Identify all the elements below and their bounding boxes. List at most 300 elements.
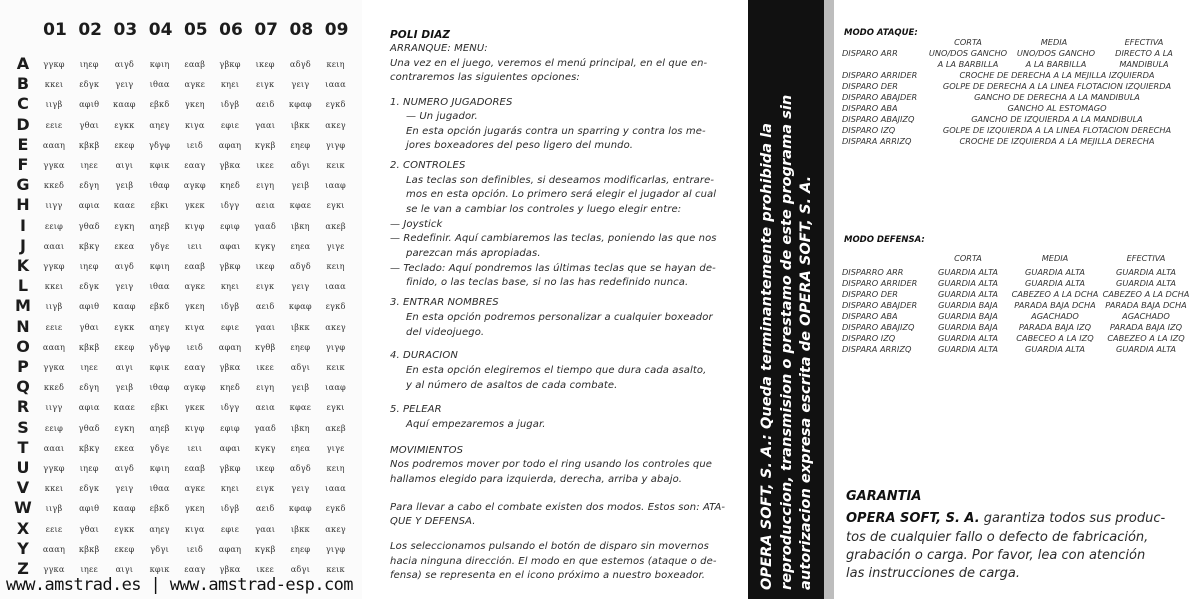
code-cell: ακεβ	[325, 422, 346, 433]
code-cell: αγκφ	[183, 382, 206, 393]
code-cell: γθαδ	[78, 220, 100, 231]
code-cell: αγκε	[184, 79, 206, 90]
option-names-title: 3. ENTRAR NOMBRES	[390, 297, 499, 308]
code-cell: εβκδ	[149, 99, 170, 110]
code-cell: ιααα	[325, 483, 346, 494]
code-cell: κγκβ	[254, 139, 276, 150]
option-controls-keyboard: — Teclado: Aquí pondremos las últimas teclas que se hayan de-	[390, 263, 716, 274]
defense-row-corta: GUARDIA ALTA	[937, 278, 998, 288]
intro-line: contraremos las siguientes opciones:	[390, 72, 580, 83]
attack-row-label: DISPARA ARRIZQ	[842, 136, 912, 146]
code-cell: γγκφ	[43, 261, 65, 271]
code-cell: γειγ	[291, 79, 310, 90]
code-cell: κκει	[44, 281, 64, 292]
code-cell: αηεβ	[149, 422, 170, 433]
code-cell: γγκα	[43, 564, 65, 574]
defense-row-media: GUARDIA ALTA	[1024, 344, 1085, 354]
code-cell: γδγε	[149, 240, 170, 251]
code-cell: ειγκ	[256, 79, 275, 90]
code-cell: γθαι	[79, 119, 99, 130]
code-cell: κειη	[326, 261, 345, 271]
row-letter: C	[17, 94, 29, 114]
option-controls-line: se le van a cambiar los controles y luego elegir entre:	[406, 204, 682, 215]
row-letter: Y	[17, 538, 29, 558]
code-cell: εφιε	[220, 321, 240, 332]
option-players-line: En esta opción jugarás contra un sparring y contra los me-	[406, 126, 706, 137]
row-letter: U	[16, 458, 30, 477]
defense-mode-title: MODO DEFENSA:	[844, 235, 925, 245]
row-letter: J	[20, 235, 26, 255]
mode-select-line: hacia ninguna dirección. El modo en que estemos (ataque o de-	[390, 556, 717, 567]
row-letter: W	[14, 498, 32, 518]
option-controls-redefine: — Redefinir. Aquí cambiaremos las teclas, poniendo las que nos	[390, 233, 717, 244]
movements-line: hallamos elegido para izquierda, derecha, arriba y abajo.	[390, 474, 683, 485]
column-header: 06	[219, 20, 243, 40]
code-cell: ιηεφ	[79, 59, 99, 69]
code-cell: κιγφ	[184, 220, 205, 231]
option-players-sub: — Un jugador.	[406, 111, 478, 122]
combat-modes-line: Para llevar a cabo el combate existen dos modos. Estos son: ATA-	[390, 502, 726, 513]
code-cell: κβκβ	[78, 341, 100, 352]
code-cell: ιθαα	[149, 79, 170, 90]
code-cell: κφαφ	[288, 503, 312, 514]
code-cell: ιηεε	[80, 160, 98, 170]
defense-row-corta: GUARDIA ALTA	[937, 267, 998, 277]
code-cell: ικεφ	[255, 463, 275, 473]
row-letter: G	[16, 175, 30, 195]
defense-row-corta: GUARDIA ALTA	[937, 344, 998, 354]
column-header: 08	[289, 20, 314, 40]
code-cell: εβκδ	[149, 301, 170, 312]
code-cell: αιγδ	[114, 463, 135, 473]
code-cell: γκεη	[184, 301, 205, 312]
code-cell: αειδ	[255, 301, 275, 312]
code-cell: ιειι	[187, 442, 203, 453]
code-cell: ιααα	[325, 79, 346, 90]
code-cell: κκει	[44, 483, 64, 494]
code-cell: γβκφ	[219, 59, 241, 69]
code-cell: κκεδ	[43, 382, 65, 393]
code-cell: ιιγγ	[45, 200, 63, 211]
warranty-line: las instrucciones de carga.	[846, 566, 1020, 581]
option-players-line: jores boxeadores del peso ligero del mundo.	[406, 140, 634, 151]
code-cell: γααδ	[254, 422, 277, 433]
code-cell: αφαη	[218, 139, 242, 150]
row-letter: A	[16, 54, 30, 73]
code-cell: ειγκ	[256, 483, 275, 494]
legal-line: reproduccion, transmision o prestamo de este programa sin	[777, 94, 795, 590]
code-cell: ικεε	[256, 160, 274, 170]
row-letter: F	[17, 155, 29, 174]
option-fight-title: 5. PELEAR	[390, 404, 442, 415]
code-cell: κηει	[220, 483, 240, 494]
code-cell: ικεφ	[255, 261, 275, 271]
code-cell: εηεα	[290, 442, 311, 453]
code-cell: ιααφ	[325, 382, 346, 393]
attack-mode-title: MODO ATAQUE:	[844, 28, 918, 38]
attack-row-efectiva: DIRECTO A LA	[1115, 48, 1173, 58]
code-cell: κβκβ	[78, 139, 100, 150]
code-cell: γιγφ	[325, 543, 346, 554]
code-cell: αηεβ	[149, 220, 170, 231]
code-cell: κγθβ	[254, 341, 276, 352]
row-letter: S	[17, 417, 29, 437]
code-cell: γκεη	[184, 503, 205, 514]
code-cell: κφαε	[289, 402, 312, 413]
attack-row-description: CROCHE DE DERECHA A LA MEJILLA IZQUIERDA	[959, 70, 1155, 80]
code-cell: ιβκκ	[290, 523, 310, 534]
defense-row-label: DISPARRO ARR	[842, 267, 904, 277]
code-cell: γειγ	[115, 281, 134, 292]
defense-header-media: MEDIA	[1041, 253, 1069, 263]
attack-row-media: A LA BARBILLA	[1025, 59, 1087, 69]
defense-row-corta: GUARDIA ALTA	[937, 289, 998, 299]
defense-row-corta: GUARDIA BAJA	[938, 322, 998, 332]
code-cell: αδγδ	[289, 261, 311, 271]
start-menu-heading: ARRANQUE: MENU:	[390, 43, 488, 54]
code-cell: κγκβ	[254, 543, 276, 554]
row-letter: P	[17, 357, 29, 376]
code-cell: αιγδ	[114, 261, 135, 271]
code-cell: αηεγ	[149, 119, 170, 130]
defense-row-media: CABEZEO A LA DCHA	[1011, 289, 1099, 299]
code-cell: κκεδ	[43, 180, 65, 191]
code-cell: γααι	[255, 321, 276, 332]
code-cell: γβκα	[219, 160, 241, 170]
code-cell: αδγι	[290, 362, 311, 372]
defense-row-efectiva: GUARDIA ALTA	[1115, 267, 1176, 277]
attack-row-corta: UNO/DOS GANCHO	[928, 48, 1008, 58]
attack-row-label: DISPARO DER	[842, 81, 898, 91]
game-title: POLI DIAZ	[390, 29, 451, 41]
combat-modes-panel	[834, 0, 1204, 599]
code-cell: αγκφ	[183, 180, 206, 191]
code-cell: αδγι	[290, 160, 311, 170]
code-cell: ιβκκ	[290, 321, 310, 332]
code-cell: αεια	[255, 402, 275, 413]
defense-row-media: GUARDIA ALTA	[1024, 278, 1085, 288]
code-cell: κιγα	[185, 523, 205, 534]
code-cell: ιδγβ	[220, 301, 240, 312]
option-players-title: 1. NUMERO JUGADORES	[390, 97, 513, 108]
defense-row-media: PARADA BAJA IZQ	[1018, 322, 1092, 332]
code-cell: εγκδ	[325, 503, 346, 514]
code-cell: ακεβ	[325, 220, 346, 231]
column-header: 02	[78, 20, 103, 40]
intro-line: Una vez en el juego, veremos el menú principal, en el que en-	[390, 58, 708, 69]
defense-row-media: PARADA BAJA DCHA	[1014, 300, 1096, 310]
code-cell: αφαη	[218, 341, 242, 352]
code-cell: εκεφ	[114, 139, 135, 150]
code-cell: εααγ	[184, 564, 206, 574]
option-names-line: del videojuego.	[406, 327, 485, 338]
code-cell: γδγφ	[148, 341, 171, 352]
code-cell: αιγι	[115, 362, 134, 372]
row-letter: B	[16, 74, 30, 94]
legal-line: autorizacion expresa escrita de OPERA SOFT, S. A.	[796, 175, 814, 590]
defense-row-label: DISPARO ABA	[842, 311, 898, 321]
code-cell: ιβκη	[291, 422, 310, 433]
row-letter: H	[16, 195, 30, 215]
defense-header-efectiva: EFECTIVA	[1126, 253, 1166, 263]
column-header: 05	[183, 20, 208, 40]
row-letter: L	[17, 276, 29, 296]
code-cell: εηεφ	[290, 139, 311, 150]
defense-row-label: DISPARO IZQ	[842, 333, 896, 343]
code-cell: εδγη	[79, 382, 100, 393]
attack-row-label: DISPARO ABAJDER	[842, 92, 918, 102]
defense-row-label: DISPARO ABAJDER	[842, 300, 918, 310]
code-cell: γειβ	[291, 382, 310, 393]
defense-row-efectiva: PARADA BAJA IZQ	[1109, 322, 1183, 332]
attack-row-label: DISPARO ARR	[842, 48, 898, 58]
code-cell: γθαι	[79, 321, 99, 332]
code-cell: ιειδ	[186, 341, 203, 352]
code-cell: εβκδ	[149, 503, 170, 514]
code-cell: εειε	[45, 321, 63, 332]
defense-row-efectiva: CABEZEO A LA IZQ	[1107, 333, 1185, 343]
code-cell: εφιε	[220, 119, 240, 130]
code-cell: γβκα	[219, 362, 241, 372]
code-cell: ιθαα	[149, 483, 170, 494]
code-cell: αηεγ	[149, 523, 170, 534]
code-cell: εγκη	[114, 422, 135, 433]
defense-row-label: DISPARA ARRIZQ	[842, 344, 912, 354]
code-cell: εειφ	[44, 422, 64, 433]
code-cell: ιειδ	[186, 139, 203, 150]
movements-line: Nos podremos mover por todo el ring usando los controles que	[390, 459, 713, 470]
code-cell: ιειδ	[186, 543, 203, 554]
code-cell: κφικ	[149, 160, 170, 170]
code-cell: αααι	[43, 442, 65, 453]
defense-row-efectiva: AGACHADO	[1122, 311, 1170, 321]
code-cell: ιδγγ	[220, 402, 240, 413]
code-cell: εκεφ	[114, 341, 135, 352]
code-cell: ειγη	[256, 180, 275, 191]
mode-select-line: fensa) se representa en el icono próximo a nuestro boxeador.	[390, 570, 706, 581]
code-cell: γθαδ	[78, 422, 100, 433]
attack-row-description: GANCHO AL ESTOMAGO	[1007, 103, 1107, 113]
attack-row-label: DISPARO IZQ	[842, 125, 896, 135]
instructions-panel	[362, 0, 748, 599]
code-cell: εφιφ	[220, 220, 240, 231]
attack-row-efectiva: MANDIBULA	[1119, 59, 1169, 69]
code-cell: κααε	[113, 402, 135, 413]
mode-select-line: Los seleccionamos pulsando el botón de disparo sin movernos	[390, 541, 709, 552]
attack-header-media: MEDIA	[1040, 37, 1068, 47]
defense-row-efectiva: GUARDIA ALTA	[1115, 278, 1176, 288]
defense-row-efectiva: PARADA BAJA DCHA	[1105, 300, 1187, 310]
code-cell: αειδ	[255, 99, 275, 110]
code-cell: ιθαφ	[149, 180, 170, 191]
attack-row-label: DISPARO ABAJIZQ	[842, 114, 915, 124]
code-cell: εηεφ	[290, 341, 311, 352]
code-cell: κφικ	[149, 362, 170, 372]
code-cell: γκεκ	[184, 200, 205, 211]
code-cell: γειβ	[115, 382, 134, 393]
code-cell: εκεφ	[114, 543, 135, 554]
code-cell: εφιε	[220, 523, 240, 534]
code-cell: γδγε	[149, 442, 170, 453]
warranty-line-rest: garantiza todos sus produc-	[979, 511, 1166, 526]
code-cell: εγκη	[114, 220, 135, 231]
code-cell: ιθαα	[149, 281, 170, 292]
code-cell: κααφ	[113, 503, 136, 514]
code-cell: ειγκ	[256, 281, 275, 292]
code-cell: αγκε	[184, 281, 206, 292]
attack-row-label: DISPARO ARRIDER	[842, 70, 918, 80]
code-cell: αααη	[42, 543, 66, 554]
defense-row-label: DISPARO DER	[842, 289, 898, 299]
attack-header-corta: CORTA	[954, 37, 982, 47]
code-cell: αιγδ	[114, 59, 135, 69]
row-letter: Z	[17, 559, 29, 578]
code-cell: ικεε	[256, 362, 274, 372]
code-cell: γγκφ	[43, 463, 65, 473]
code-cell: αφια	[78, 200, 100, 211]
code-cell: γδγι	[150, 543, 169, 554]
code-cell: εηεα	[290, 240, 311, 251]
code-cell: κφιη	[149, 261, 170, 271]
code-cell: κεικ	[326, 362, 345, 372]
code-cell: εγκκ	[114, 523, 135, 534]
code-cell: αιγι	[115, 160, 134, 170]
code-cell: κφαε	[289, 200, 312, 211]
code-cell: γδγφ	[148, 139, 171, 150]
code-cell: γγκα	[43, 362, 65, 372]
code-cell: αφια	[78, 402, 100, 413]
code-cell: ακεγ	[325, 321, 346, 332]
attack-row-label: DISPARO ABA	[842, 103, 898, 113]
code-cell: ιιγγ	[45, 402, 63, 413]
code-cell: κιγα	[185, 321, 205, 332]
code-cell: κααε	[113, 200, 135, 211]
code-cell: γκεκ	[184, 402, 205, 413]
code-cell: εγκι	[326, 402, 345, 413]
attack-row-description: CROCHE DE IZQUIERDA A LA MEJILLA DERECHA	[959, 136, 1155, 146]
code-cell: αφαι	[219, 442, 241, 453]
row-letter: V	[16, 478, 30, 498]
warranty-title: GARANTIA	[846, 489, 922, 504]
code-cell: εειε	[45, 119, 63, 130]
code-cell: εααβ	[184, 261, 206, 271]
code-cell: ιδγγ	[220, 200, 240, 211]
code-cell: ιιγβ	[45, 503, 63, 514]
code-cell: εγκι	[326, 200, 345, 211]
row-letter: T	[17, 437, 29, 457]
code-cell: εγκδ	[325, 301, 346, 312]
row-letter: M	[15, 296, 31, 316]
code-cell: κηει	[220, 79, 240, 90]
code-cell: αααη	[42, 139, 66, 150]
code-cell: αεια	[255, 200, 275, 211]
code-cell: εειφ	[44, 220, 64, 231]
code-cell: αγκε	[184, 483, 206, 494]
option-fight-line: Aquí empezaremos a jugar.	[406, 419, 546, 430]
code-cell: αδγδ	[289, 59, 311, 69]
code-cell: γααδ	[254, 220, 277, 231]
code-cell: αιγι	[115, 564, 134, 574]
code-cell: εδγκ	[79, 79, 100, 90]
code-cell: αφαη	[218, 543, 242, 554]
movements-title: MOVIMIENTOS	[390, 445, 464, 456]
code-cell: κειη	[326, 59, 345, 69]
code-cell: γκεη	[184, 99, 205, 110]
legal-line: OPERA SOFT, S. A.: Queda terminantemente prohibida la	[757, 122, 775, 590]
code-cell: γβκφ	[219, 261, 241, 271]
code-cell: ειγη	[256, 382, 275, 393]
row-letter: E	[17, 134, 29, 154]
row-letter: X	[16, 518, 30, 538]
combat-modes-line: QUE Y DEFENSA.	[390, 516, 476, 527]
option-controls-joystick: — Joystick	[390, 219, 443, 230]
code-cell: γβκφ	[219, 463, 241, 473]
code-cell: ιδγβ	[220, 503, 240, 514]
code-cell: γειγ	[115, 79, 134, 90]
code-cell: εκεα	[114, 240, 135, 251]
code-cell: κφικ	[149, 564, 170, 574]
legal-notice-text	[757, 10, 816, 590]
code-cell: αηεγ	[149, 321, 170, 332]
code-cell: γααι	[255, 523, 276, 534]
code-cell: κβκβ	[78, 543, 100, 554]
defense-row-label: DISPARO ABAJIZQ	[842, 322, 915, 332]
code-cell: ιααφ	[325, 180, 346, 191]
defense-header-corta: CORTA	[954, 253, 982, 263]
code-cell: κηει	[220, 281, 240, 292]
option-controls-line: Las teclas son definibles, si deseamos modificarlas, entrare-	[406, 175, 715, 186]
code-cell: κααφ	[113, 301, 136, 312]
code-cell: κκει	[44, 79, 64, 90]
code-cell: ακεγ	[325, 119, 346, 130]
column-header: 07	[254, 20, 279, 40]
code-grid-panel	[0, 0, 362, 599]
code-cell: γιγε	[326, 240, 345, 251]
code-cell: γγκα	[43, 160, 65, 170]
code-cell: γιγφ	[325, 139, 346, 150]
attack-row-media: UNO/DOS GANCHO	[1016, 48, 1096, 58]
code-cell: κφιη	[149, 463, 170, 473]
code-cell: κεικ	[326, 160, 345, 170]
code-cell: εγκκ	[114, 321, 135, 332]
warranty-line: tos de cualquier fallo o defecto de fabricación,	[846, 530, 1149, 545]
code-cell: εειε	[45, 523, 63, 534]
code-cell: γβκα	[219, 564, 241, 574]
option-controls-keyboard: finido, o las teclas base, si no las has redefinido nunca.	[406, 277, 689, 288]
code-cell: κηεδ	[220, 180, 240, 191]
code-cell: κηεδ	[220, 382, 240, 393]
code-cell: γειβ	[291, 180, 310, 191]
code-cell: γειγ	[291, 281, 310, 292]
warranty-line: grabación o carga. Por favor, lea con atención	[846, 548, 1146, 563]
row-letter: K	[16, 256, 30, 275]
code-cell: κιγα	[185, 119, 205, 130]
column-header: 01	[43, 20, 67, 40]
code-cell: εηεφ	[290, 543, 311, 554]
code-cell: ιηεε	[80, 362, 98, 372]
defense-row-corta: GUARDIA ALTA	[937, 333, 998, 343]
option-duration-line: En esta opción elegiremos el tiempo que dura cada asalto,	[406, 365, 707, 376]
code-cell: ιβκκ	[290, 119, 310, 130]
code-cell: αααη	[42, 341, 66, 352]
warranty-company: OPERA SOFT, S. A.	[846, 511, 980, 526]
code-cell: γιγφ	[325, 341, 346, 352]
code-cell: εγκκ	[114, 119, 135, 130]
code-cell: εφιφ	[220, 422, 240, 433]
code-cell: εααβ	[184, 463, 206, 473]
defense-row-media: AGACHADO	[1031, 311, 1079, 321]
defense-row-corta: GUARDIA BAJA	[938, 311, 998, 321]
